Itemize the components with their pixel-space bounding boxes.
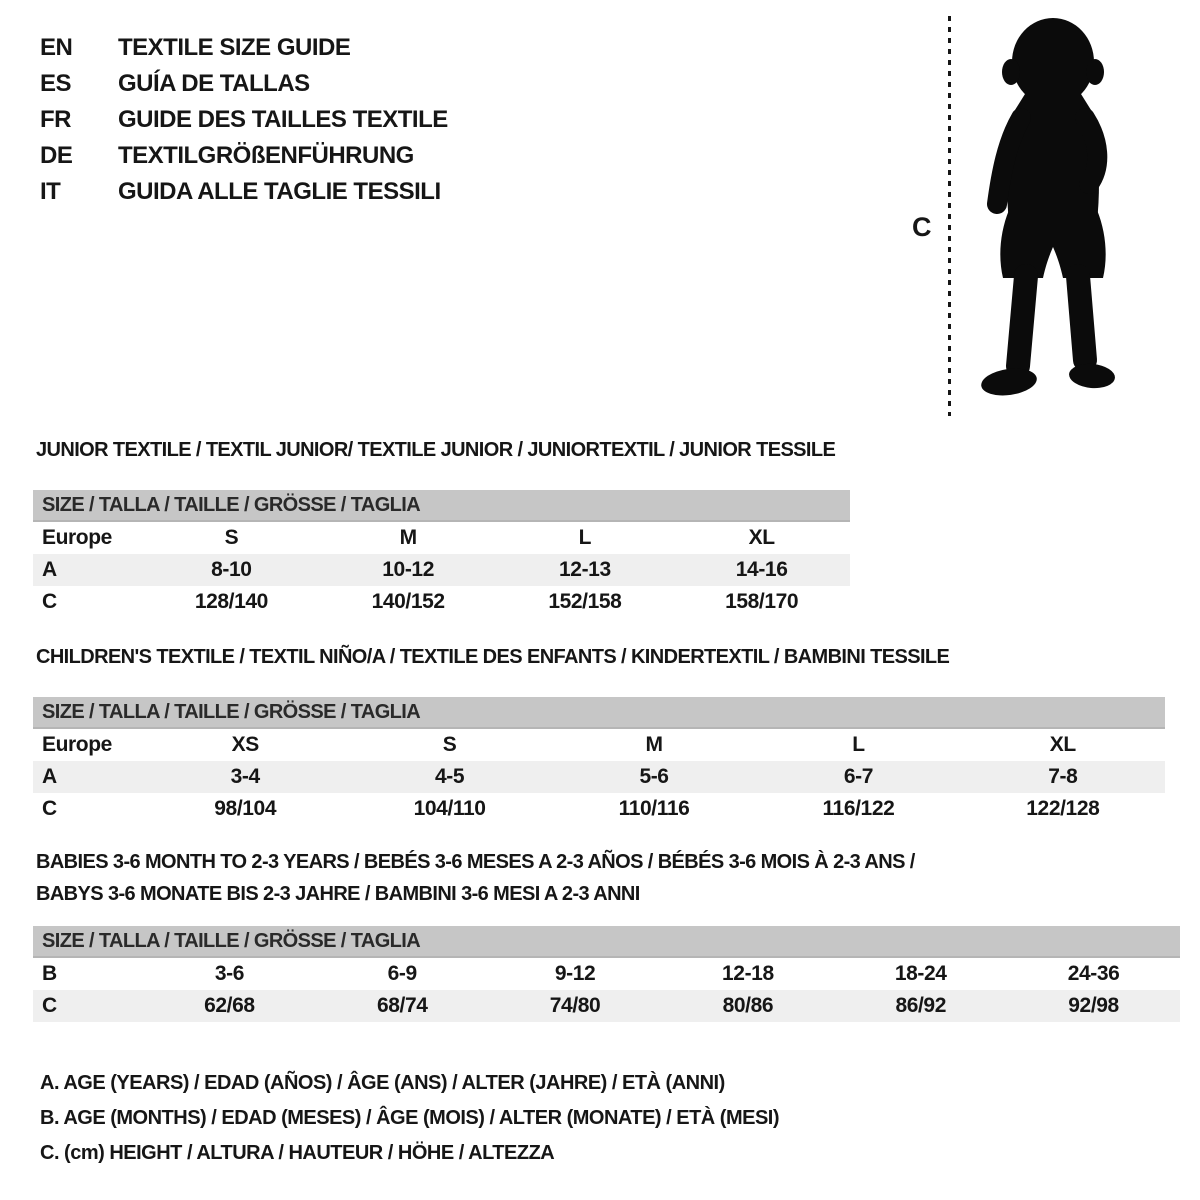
cell-value: 74/80 <box>549 994 601 1017</box>
table-title-line: JUNIOR TEXTILE / TEXTIL JUNIOR/ TEXTILE JUNIOR / JUNIORTEXTIL / JUNIOR TESSILE <box>36 439 836 461</box>
cell-value: 92/98 <box>1068 994 1119 1017</box>
table-row <box>33 586 850 618</box>
language-row-it <box>40 174 448 210</box>
language-row-fr <box>40 102 448 138</box>
table-title <box>36 846 1046 910</box>
legend-line-b: B. AGE (MONTHS) / EDAD (MESES) / ÂGE (MOIS) / ALTER (MONATE) / ETÀ (MESI) <box>40 1107 780 1129</box>
table-row <box>33 729 1165 761</box>
cell-value: XL <box>1049 733 1076 756</box>
table-title-line: CHILDREN'S TEXTILE / TEXTIL NIÑO/A / TEXTILE DES ENFANTS / KINDERTEXTIL / BAMBINI TESSILE <box>36 646 950 668</box>
cell-value: 18-24 <box>894 962 947 985</box>
cell-value: 3-6 <box>214 962 244 985</box>
row-label: C <box>42 590 57 613</box>
language-title: GUIDA ALLE TAGLIE TESSILI <box>118 178 441 205</box>
spacer <box>33 910 1180 926</box>
language-code: EN <box>40 34 73 61</box>
row-label: A <box>42 558 57 581</box>
cell-value: 86/92 <box>895 994 946 1017</box>
legend-line-c: C. (cm) HEIGHT / ALTURA / HAUTEUR / HÖHE / ALTEZZA <box>40 1142 555 1164</box>
table-body <box>33 522 850 618</box>
cell-value: 128/140 <box>194 590 268 613</box>
row-label: Europe <box>42 526 112 549</box>
language-row-es <box>40 66 448 102</box>
height-dashed-line <box>948 16 951 416</box>
table-title-line: BABYS 3-6 MONATE BIS 2-3 JAHRE / BAMBINI 3-6 MESI A 2-3 ANNI <box>36 883 640 905</box>
cell-value: 6-7 <box>843 765 873 788</box>
spacer <box>33 673 1165 697</box>
cell-value: M <box>399 526 417 549</box>
language-row-de <box>40 138 448 174</box>
cell-value: 80/86 <box>722 994 774 1017</box>
table-size-header: SIZE / TALLA / TAILLE / GRÖSSE / TAGLIA <box>33 697 1165 729</box>
language-code: DE <box>40 142 73 169</box>
cell-value: 62/68 <box>204 994 255 1017</box>
cell-value: M <box>645 733 663 756</box>
cell-value: 24-36 <box>1067 962 1120 985</box>
table-row <box>33 522 850 554</box>
table-size-header: SIZE / TALLA / TAILLE / GRÖSSE / TAGLIA <box>33 490 850 522</box>
cell-value: 104/110 <box>413 797 486 820</box>
cell-value: 116/122 <box>822 797 895 820</box>
cell-value: 12-18 <box>722 962 774 985</box>
cell-value: S <box>224 526 239 549</box>
cell-value: 122/128 <box>1026 797 1100 820</box>
cell-value: L <box>852 733 865 756</box>
cell-value: 14-16 <box>735 558 788 581</box>
cell-value: 152/158 <box>548 590 622 613</box>
table-title-line: BABIES 3-6 MONTH TO 2-3 YEARS / BEBÉS 3-6 MESES A 2-3 AÑOS / BÉBÉS 3-6 MOIS À 2-3 ANS / <box>36 851 915 873</box>
size-table-babies <box>33 846 1180 1022</box>
table-title <box>36 641 1165 673</box>
cell-value: 98/104 <box>214 797 277 820</box>
size-table-children <box>33 641 1165 825</box>
cell-value: 68/74 <box>376 994 428 1017</box>
table-size-header: SIZE / TALLA / TAILLE / GRÖSSE / TAGLIA <box>33 926 1180 958</box>
spacer <box>33 466 850 490</box>
measurement-legend <box>40 1066 779 1171</box>
cell-value: 12-13 <box>559 558 611 581</box>
language-code: IT <box>40 178 61 205</box>
row-label: C <box>42 994 57 1017</box>
language-list <box>40 30 448 210</box>
language-code: FR <box>40 106 71 133</box>
language-title: GUIDE DES TAILLES TEXTILE <box>118 106 448 133</box>
cell-value: 140/152 <box>371 590 445 613</box>
row-label: C <box>42 797 57 820</box>
cell-value: 7-8 <box>1048 765 1078 788</box>
language-title: GUÍA DE TALLAS <box>118 70 310 97</box>
table-body <box>33 729 1165 825</box>
toddler-silhouette-icon <box>965 14 1137 416</box>
cell-value: 9-12 <box>554 962 596 985</box>
cell-value: 10-12 <box>382 558 434 581</box>
cell-value: 8-10 <box>211 558 252 581</box>
language-title: TEXTILE SIZE GUIDE <box>118 34 351 61</box>
table-row <box>33 990 1180 1022</box>
cell-value: 3-4 <box>230 765 260 788</box>
cell-value: S <box>442 733 457 756</box>
cell-value: 5-6 <box>639 765 669 788</box>
table-row <box>33 554 850 586</box>
cell-value: 110/116 <box>618 797 690 820</box>
cell-value: 158/170 <box>725 590 799 613</box>
size-table-junior <box>33 434 850 618</box>
table-body <box>33 958 1180 1022</box>
cell-value: 4-5 <box>435 765 465 788</box>
row-label: Europe <box>42 733 112 756</box>
language-code: ES <box>40 70 72 97</box>
language-title: TEXTILGRÖßENFÜHRUNG <box>118 142 414 169</box>
cell-value: XL <box>748 526 775 549</box>
table-title <box>36 434 850 466</box>
row-label: B <box>42 962 57 985</box>
legend-line-a: A. AGE (YEARS) / EDAD (AÑOS) / ÂGE (ANS) / ALTER (JAHRE) / ETÀ (ANNI) <box>40 1072 725 1094</box>
language-row-en <box>40 30 448 66</box>
cell-value: XS <box>231 733 259 756</box>
cell-value: L <box>578 526 592 549</box>
table-row <box>33 958 1180 990</box>
table-row <box>33 761 1165 793</box>
height-measure-label: C <box>912 212 932 242</box>
cell-value: 6-9 <box>387 962 417 985</box>
row-label: A <box>42 765 57 788</box>
table-row <box>33 793 1165 825</box>
